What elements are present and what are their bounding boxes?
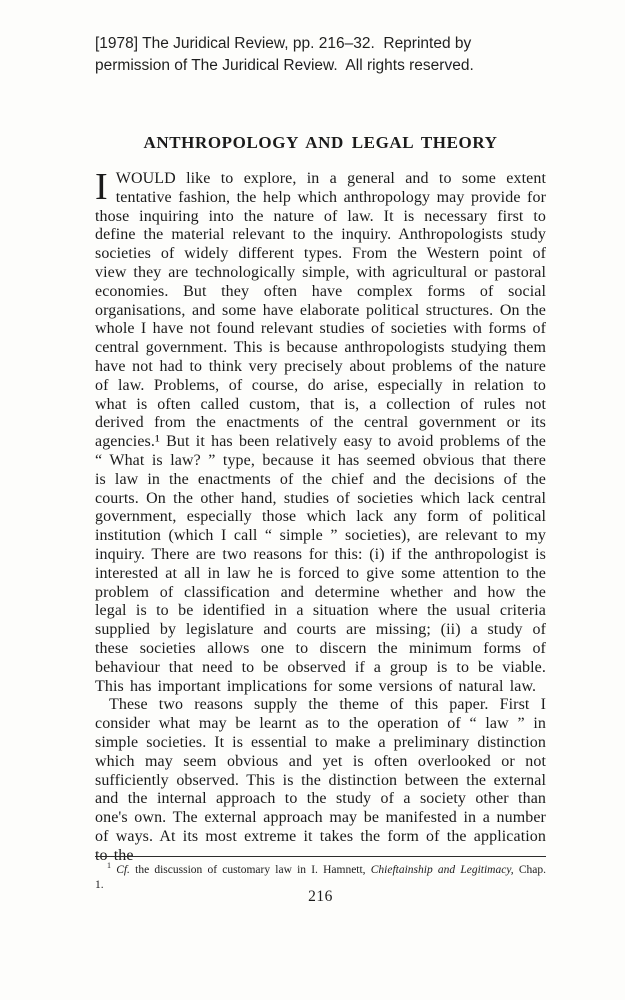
footnote-cf-label: Cf. <box>116 864 130 876</box>
footnote <box>95 856 546 892</box>
dropcap-initial: I <box>95 166 108 208</box>
article-body <box>95 166 546 865</box>
page-number: 216 <box>308 888 333 905</box>
reprint-notice <box>95 33 546 77</box>
footnote-marker: 1 <box>107 861 111 871</box>
footnote-book-title: Chieftainship and Legitimacy, <box>370 864 514 876</box>
footnote-text: the discussion of customary law in I. Hamnett, <box>135 864 371 876</box>
paragraph-2: These two reasons supply the theme of this paper. First I consider what may be learnt as to the operation of “ law ” in simple societies. It is essential to make a preliminary distinction which may seem obvious and yet is often overlooked or not sufficiently observed. This is the distinction between the external and the internal approach to the study of a society other than one's own. The external approach may be manifested in a number of ways. At its most extreme it takes the form of the application to the <box>95 696 546 864</box>
footnote-chapter-ref: Chap. 1. <box>95 864 547 891</box>
article-title: ANTHROPOLOGY AND LEGAL THEORY <box>143 133 498 152</box>
reprint-notice-line1: [1978] The Juridical Review, pp. 216–32. Reprinted by <box>95 35 472 52</box>
reprint-notice-line2: permission of The Juridical Review. All rights reserved. <box>95 57 474 74</box>
paragraph-1 <box>95 166 546 696</box>
paragraph-1-text: WOULD like to explore, in a general and to some extent tentative fashion, the help which anthropology may provide for those inquiring into the nature of law. It is necessary first to define the material relevant to the inquiry. Anthropologists study societies of widely different types. From the Western point of view they are technologically simple, with agricultural or pastoral economies. But they often have complex forms of social organisations, and some have elaborate political structures. On the whole I have not found relevant studies of societies with forms of central government. This is because anthropologists studying them have not had to think very precisely about problems of the nature of law. Problems, of course, do arise, especially in relation to what is often called custom, that is, a collection of rules not derived from the enactments of the central government or its agencies.¹ But it has been relatively easy to avoid problems of the “ What is law? ” type, because it has seemed obvious that there is law in the enactments of the chief and the decisions of the courts. On the other hand, studies of societies which lack central government, especially those which lack any form of political institution (which I call “ simple ” societies), are relevant to my inquiry. There are two reasons for this: (i) if the anthropologist is interested at all in law he is forced to give some attention to the problem of classification and determine whether and how the legal is to be identified in a situation where the usual criteria supplied by legislature and courts are missing; (ii) a study of these societies allows one to discern the minimum forms of behaviour that need to be observed if a group is to be viable. This has important implications for some versions of natural law. <box>95 170 546 695</box>
